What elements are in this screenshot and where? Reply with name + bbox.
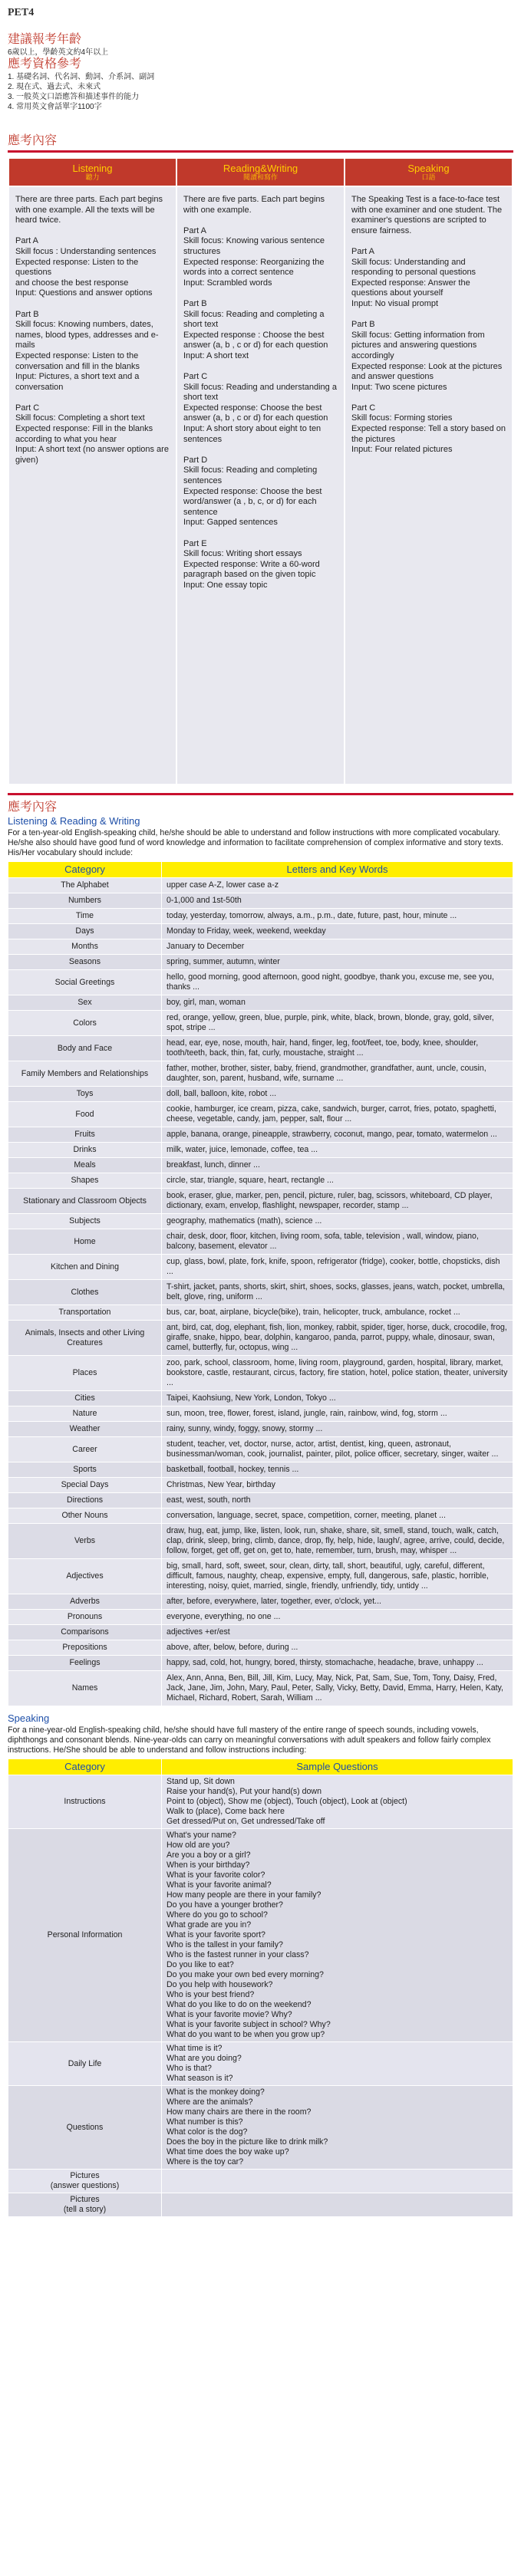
table-row <box>8 1143 513 1158</box>
content-cell: spring, summer, autumn, winter <box>162 955 513 970</box>
content-cell: bus, car, boat, airplane, bicycle(bike), train, helicopter, truck, ambulance, rocket ... <box>162 1305 513 1321</box>
content-cell: January to December <box>162 939 513 955</box>
table-row <box>8 1255 513 1280</box>
table-row <box>8 970 513 995</box>
content-cell: today, yesterday, tomorrow, always, a.m., p.m., date, future, past, hour, minute ... <box>162 909 513 924</box>
category-cell: Days <box>8 924 162 939</box>
category-cell: Questions <box>8 2086 162 2170</box>
table-row <box>8 2086 513 2170</box>
content-cell: breakfast, lunch, dinner ... <box>162 1158 513 1173</box>
table-row <box>8 1462 513 1478</box>
category-cell: Fruits <box>8 1127 162 1143</box>
content-cell: cup, glass, bowl, plate, fork, knife, spoon, refrigerator (fridge), cooker, bottle, chopsticks, dish ... <box>162 1255 513 1280</box>
content-cell: sun, moon, tree, flower, forest, island, jungle, rain, rainbow, wind, fog, storm ... <box>162 1406 513 1422</box>
content-cell: ant, bird, cat, dog, elephant, fish, lion, monkey, rabbit, spider, tiger, horse, duck, crocodile, frog, giraffe, snake, hippo, bear, dolphin, kangaroo, panda, parrot, puppy, whale, dinosaur, swan, camel, butterfly, fur, octopus, wing ... <box>162 1321 513 1356</box>
category-cell: Time <box>8 909 162 924</box>
content-cell: zoo, park, school, classroom, home, living room, playground, garden, hospital, library, market, bookstore, castle, restaurant, circus, factory, fire station, hotel, police station, theater, university ... <box>162 1356 513 1391</box>
table-row <box>8 1189 513 1214</box>
category-cell: Toys <box>8 1087 162 1102</box>
category-cell: Adverbs <box>8 1594 162 1610</box>
category-cell: Directions <box>8 1493 162 1508</box>
content-cell: big, small, hard, soft, sweet, sour, clean, dirty, tall, short, beautiful, ugly, careful, different, difficult, famous, naughty, cheap, expensive, empty, full, dangerous, safe, plastic, horrible, interesting, noisy, quiet, married, single, friendly, unfriendly, tidy, untidy ... <box>162 1559 513 1594</box>
speak-header-questions: Sample Questions <box>162 1759 513 1775</box>
table-row <box>8 1508 513 1524</box>
table-row <box>8 1173 513 1189</box>
category-cell: Prepositions <box>8 1640 162 1656</box>
table-row <box>8 1493 513 1508</box>
table-row <box>8 1829 513 2042</box>
content-cell: east, west, south, north <box>162 1493 513 1508</box>
content-cell: apple, banana, orange, pineapple, strawberry, coconut, mango, pear, tomato, watermelon ... <box>162 1127 513 1143</box>
content-title: 應考內容 <box>8 801 58 814</box>
vocab-header-category: Category <box>8 862 162 878</box>
header-zh: 聽力 <box>85 173 100 181</box>
content-cell: after, before, everywhere, later, together, ever, o'clock, yet... <box>162 1594 513 1610</box>
category-cell: Cities <box>8 1391 162 1406</box>
table-row <box>8 1102 513 1127</box>
lrw-title: Listening & Reading & Writing <box>8 815 140 827</box>
content-cell: Stand up, Sit down Raise your hand(s), Put your hand(s) down Point to (object), Show me (object), Touch (object), Look at (object) Walk to (place), Come back here Get dressed/Put on, Get undressed/Take off <box>162 1775 513 1829</box>
category-cell: Stationary and Classroom Objects <box>8 1189 162 1214</box>
content-cell: draw, hug, eat, jump, like, listen, look, run, shake, share, sit, smell, stand, touch, walk, catch, clap, drink, sleep, bring, climb, dance, drop, fly, help, hide, laugh/, agree, arrive, could, decide, follow, forget, get off, get on, get to, hate, remember, turn, brush, may, whisper ... <box>162 1524 513 1559</box>
lrw-intro: For a ten-year-old English-speaking child, he/she should be able to understand and follow instructions with more complicated vocabulary. He/she also should have good fund of word knowledge and information to facilitate comprehension of complex informative and story texts. His/Her vocabulary should include: <box>8 828 503 857</box>
content-cell: What's your name? How old are you? Are you a boy or a girl? When is your birthday? What is your favorite color? What is your favorite animal? How many people are there in your family? Do you have a younger brother? Where do you go to school? What grade are you in? What is your favorite sport? Who is the tallest in your family? Who is the fastest runner in your class? Do you like to eat? Do you make your own bed every morning? Do you help with housework? Who is your best friend? What do you like to do on the weekend? What is your favorite movie? Why? What is your favorite subject in school? Why? What do you want to be when you grow up? <box>162 1829 513 2042</box>
table-row <box>8 1280 513 1305</box>
vocab-body <box>8 878 513 1706</box>
table-row <box>8 1305 513 1321</box>
category-cell: Instructions <box>8 1775 162 1829</box>
content-cell: student, teacher, vet, doctor, nurse, actor, artist, dentist, king, queen, astronaut, businessman/woman, cook, journalist, painter, pilot, police officer, secretary, singer, waiter ... <box>162 1437 513 1462</box>
category-cell: Home <box>8 1229 162 1255</box>
divider <box>8 150 513 153</box>
reference-title: 應考資格參考 <box>8 58 82 71</box>
divider <box>8 793 513 795</box>
table-row <box>8 1391 513 1406</box>
category-cell: Seasons <box>8 955 162 970</box>
content-cell: circle, star, triangle, square, heart, rectangle ... <box>162 1173 513 1189</box>
exam-cell-reading-writing: There are five parts. Each part begins with one example. Part A Skill focus: Knowing various sentence structures Expected response: Reorganizing the words into a correct sentence Input: Scrambled words Part B Skill focus: Reading and completing a short text Expected response : Choose the best answer (a, b , c or d) for each question Input: A short text Part C Skill focus: Reading and understanding a short text Expected response: Choose the best answer (a, b , c or d) for each question Input: A short story about eight to ten sentences Part D Skill focus: Reading and completing sentences Expected response: Choose the best word/answer (a , b, c, or d) for each sentence Input: Gapped sentences Part E Skill focus: Writing short essays Expected response: Write a 60-word paragraph based on the given topic Input: One essay topic <box>176 186 345 785</box>
table-row <box>8 1640 513 1656</box>
category-cell: Pronouns <box>8 1610 162 1625</box>
table-row <box>8 2193 513 2217</box>
category-cell: Drinks <box>8 1143 162 1158</box>
content-cell: red, orange, yellow, green, blue, purple, pink, white, black, brown, blonde, gray, gold, silver, spot, stripe ... <box>162 1011 513 1036</box>
category-cell: Feelings <box>8 1656 162 1671</box>
table-row <box>8 995 513 1011</box>
content-cell: head, ear, eye, nose, mouth, hair, hand, finger, leg, foot/feet, toe, body, knee, shoulder, tooth/teeth, back, thin, fat, curly, moustache, straight ... <box>162 1036 513 1061</box>
exam-header-listening <box>8 158 176 186</box>
table-row <box>8 1406 513 1422</box>
category-cell: Comparisons <box>8 1625 162 1640</box>
reference-item: 2. 現在式、過去式、未來式 <box>8 83 101 91</box>
exam-header-speaking <box>345 158 513 186</box>
category-cell: Verbs <box>8 1524 162 1559</box>
age-title: 建議報考年齡 <box>8 33 82 46</box>
category-cell: Names <box>8 1671 162 1706</box>
category-cell: Subjects <box>8 1214 162 1229</box>
speaking-intro: For a nine-year-old English-speaking child, he/she should have full mastery of the entire range of speech sounds, including vowels, diphthongs and consonant blends. Nine-year-olds can carry on meaningful conversations with adult speakers and follow fairly complex instructions. He/She should be able to understand and follow instructions including: <box>8 1726 491 1755</box>
speak-body <box>8 1775 513 2217</box>
header-zh: 口語 <box>421 173 436 181</box>
content-cell <box>162 2193 513 2217</box>
category-cell: Pictures (answer questions) <box>8 2170 162 2193</box>
exam-title: 應考內容 <box>8 134 58 147</box>
table-row <box>8 1422 513 1437</box>
table-row <box>8 1478 513 1493</box>
category-cell: Daily Life <box>8 2042 162 2086</box>
table-row <box>8 1656 513 1671</box>
table-row <box>8 2042 513 2086</box>
vocabulary-table <box>8 861 513 1706</box>
content-cell: hello, good morning, good afternoon, good night, goodbye, thank you, excuse me, see you, thanks ... <box>162 970 513 995</box>
table-row <box>8 1775 513 1829</box>
content-cell: 0-1,000 and 1st-50th <box>162 893 513 909</box>
category-cell: Weather <box>8 1422 162 1437</box>
content-cell: book, eraser, glue, marker, pen, pencil, picture, ruler, bag, scissors, whiteboard, CD player, dictionary, exam, envelop, flashlight, newspaper, recorder, stamp ... <box>162 1189 513 1214</box>
speaking-title: Speaking <box>8 1712 50 1724</box>
table-row <box>8 1061 513 1087</box>
exam-table <box>8 157 513 785</box>
table-row <box>8 1671 513 1706</box>
content-cell: milk, water, juice, lemonade, coffee, tea ... <box>162 1143 513 1158</box>
table-row <box>8 1356 513 1391</box>
header-label: Reading&Writing <box>223 163 298 174</box>
page-title: PET4 <box>8 7 35 18</box>
category-cell: Body and Face <box>8 1036 162 1061</box>
category-cell: Family Members and Relationships <box>8 1061 162 1087</box>
content-cell: Taipei, Kaohsiung, New York, London, Tokyo ... <box>162 1391 513 1406</box>
content-cell: Christmas, New Year, birthday <box>162 1478 513 1493</box>
category-cell: Places <box>8 1356 162 1391</box>
table-row <box>8 1127 513 1143</box>
table-row <box>8 909 513 924</box>
category-cell: Meals <box>8 1158 162 1173</box>
table-row <box>8 1610 513 1625</box>
table-row <box>8 878 513 893</box>
category-cell: Kitchen and Dining <box>8 1255 162 1280</box>
table-row <box>8 1158 513 1173</box>
category-cell: Personal Information <box>8 1829 162 2042</box>
table-row <box>8 955 513 970</box>
header-zh: 閱讀和寫作 <box>242 173 278 181</box>
reference-item: 4. 常用英文會話單字1100字 <box>8 103 102 111</box>
table-row <box>8 924 513 939</box>
reference-section <box>8 57 513 133</box>
category-cell: Social Greetings <box>8 970 162 995</box>
category-cell: Animals, Insects and other Living Creatures <box>8 1321 162 1356</box>
age-text: 6歲以上，學齡英文約4年以上 <box>8 48 109 57</box>
table-row <box>8 1036 513 1061</box>
content-cell: rainy, sunny, windy, foggy, snowy, stormy ... <box>162 1422 513 1437</box>
table-row <box>8 1594 513 1610</box>
content-cell: conversation, language, secret, space, competition, corner, meeting, planet ... <box>162 1508 513 1524</box>
category-cell: Pictures (tell a story) <box>8 2193 162 2217</box>
category-cell: Shapes <box>8 1173 162 1189</box>
table-row <box>8 1229 513 1255</box>
header-label: Speaking <box>407 163 450 174</box>
table-row <box>8 1559 513 1594</box>
category-cell: Colors <box>8 1011 162 1036</box>
content-cell: above, after, below, before, during ... <box>162 1640 513 1656</box>
content-cell: Monday to Friday, week, weekend, weekday <box>162 924 513 939</box>
category-cell: Special Days <box>8 1478 162 1493</box>
category-cell: Months <box>8 939 162 955</box>
content-cell: everyone, everything, no one ... <box>162 1610 513 1625</box>
category-cell: Sports <box>8 1462 162 1478</box>
table-row <box>8 1524 513 1559</box>
category-cell: Other Nouns <box>8 1508 162 1524</box>
age-section <box>8 32 513 57</box>
table-row <box>8 893 513 909</box>
vocab-header-words: Letters and Key Words <box>162 862 513 878</box>
content-cell: chair, desk, door, floor, kitchen, living room, sofa, table, television , wall, window, piano, balcony, basement, elevator ... <box>162 1229 513 1255</box>
content-cell: boy, girl, man, woman <box>162 995 513 1011</box>
content-cell: father, mother, brother, sister, baby, friend, grandmother, grandfather, aunt, uncle, cousin, daughter, son, parent, husband, wife, surname ... <box>162 1061 513 1087</box>
content-cell: upper case A-Z, lower case a-z <box>162 878 513 893</box>
header-label: Listening <box>72 163 113 174</box>
content-cell: basketball, football, hockey, tennis ... <box>162 1462 513 1478</box>
table-row <box>8 1321 513 1356</box>
exam-cell-speaking: The Speaking Test is a face-to-face test with one examiner and one student. The examiner's questions are scripted to ensure fairness. Part A Skill focus: Understanding and responding to personal questions Expected response: Answer the questions about yourself Input: No visual prompt Part B Skill focus: Getting information from pictures and answering questions accordingly Expected response: Look at the pictures and answer questions Input: Two scene pictures Part C Skill focus: Forming stories Expected response: Tell a story based on the pictures Input: Four related pictures <box>345 186 513 785</box>
table-row <box>8 1625 513 1640</box>
content-cell: cookie, hamburger, ice cream, pizza, cake, sandwich, burger, carrot, fries, potato, spaghetti, cheese, vegetable, candy, jam, pepper, salt, flour ... <box>162 1102 513 1127</box>
table-row <box>8 2170 513 2193</box>
category-cell: Adjectives <box>8 1559 162 1594</box>
category-cell: The Alphabet <box>8 878 162 893</box>
table-row <box>8 1437 513 1462</box>
speaking-table <box>8 1758 513 2217</box>
table-row <box>8 1011 513 1036</box>
table-row <box>8 1214 513 1229</box>
table-row <box>8 1087 513 1102</box>
exam-header-reading-writing <box>176 158 345 186</box>
reference-item: 3. 一般英文口語應答和描述事件的能力 <box>8 93 140 101</box>
reference-item: 1. 基礎名詞、代名詞、動詞、介系詞、副詞 <box>8 73 155 81</box>
category-cell: Career <box>8 1437 162 1462</box>
category-cell: Food <box>8 1102 162 1127</box>
content-cell: geography, mathematics (math), science ... <box>162 1214 513 1229</box>
table-row <box>8 939 513 955</box>
category-cell: Nature <box>8 1406 162 1422</box>
content-cell <box>162 2170 513 2193</box>
content-cell: doll, ball, balloon, kite, robot ... <box>162 1087 513 1102</box>
content-cell: T-shirt, jacket, pants, shorts, skirt, shirt, shoes, socks, glasses, jeans, watch, pocket, umbrella, belt, glove, ring, uniform ... <box>162 1280 513 1305</box>
exam-cell-listening: There are three parts. Each part begins with one example. All the texts will be heard twice. Part A Skill focus : Understanding sentences Expected response: Listen to the questions and choose the best response Input: Questions and answer options Part B Skill focus: Knowing numbers, dates, names, blood types, addresses and e-mails Expected response: Listen to the conversation and fill in the blanks Input: Pictures, a short text and a conversation Part C Skill focus: Completing a short text Expected response: Fill in the blanks according to what you hear Input: A short text (no answer options are given) <box>8 186 176 785</box>
content-cell: Alex, Ann, Anna, Ben, Bill, Jill, Kim, Lucy, May, Nick, Pat, Sam, Sue, Tom, Tony, Daisy, Fred, Jack, Jane, Jim, John, Mary, Paul, Peter, Sally, Vicky, Betty, David, Emma, Harry, Helen, Katy, Michael, Richard, Robert, Sarah, William ... <box>162 1671 513 1706</box>
content-cell: adjectives +er/est <box>162 1625 513 1640</box>
content-cell: What is the monkey doing? Where are the animals? How many chairs are there in the room? What number is this? What color is the dog? Does the boy in the picture like to drink milk? What time does the boy wake up? Where is the toy car? <box>162 2086 513 2170</box>
content-cell: What time is it? What are you doing? Who is that? What season is it? <box>162 2042 513 2086</box>
category-cell: Numbers <box>8 893 162 909</box>
category-cell: Sex <box>8 995 162 1011</box>
category-cell: Clothes <box>8 1280 162 1305</box>
speak-header-category: Category <box>8 1759 162 1775</box>
content-cell: happy, sad, cold, hot, hungry, bored, thirsty, stomachache, headache, brave, unhappy ... <box>162 1656 513 1671</box>
category-cell: Transportation <box>8 1305 162 1321</box>
